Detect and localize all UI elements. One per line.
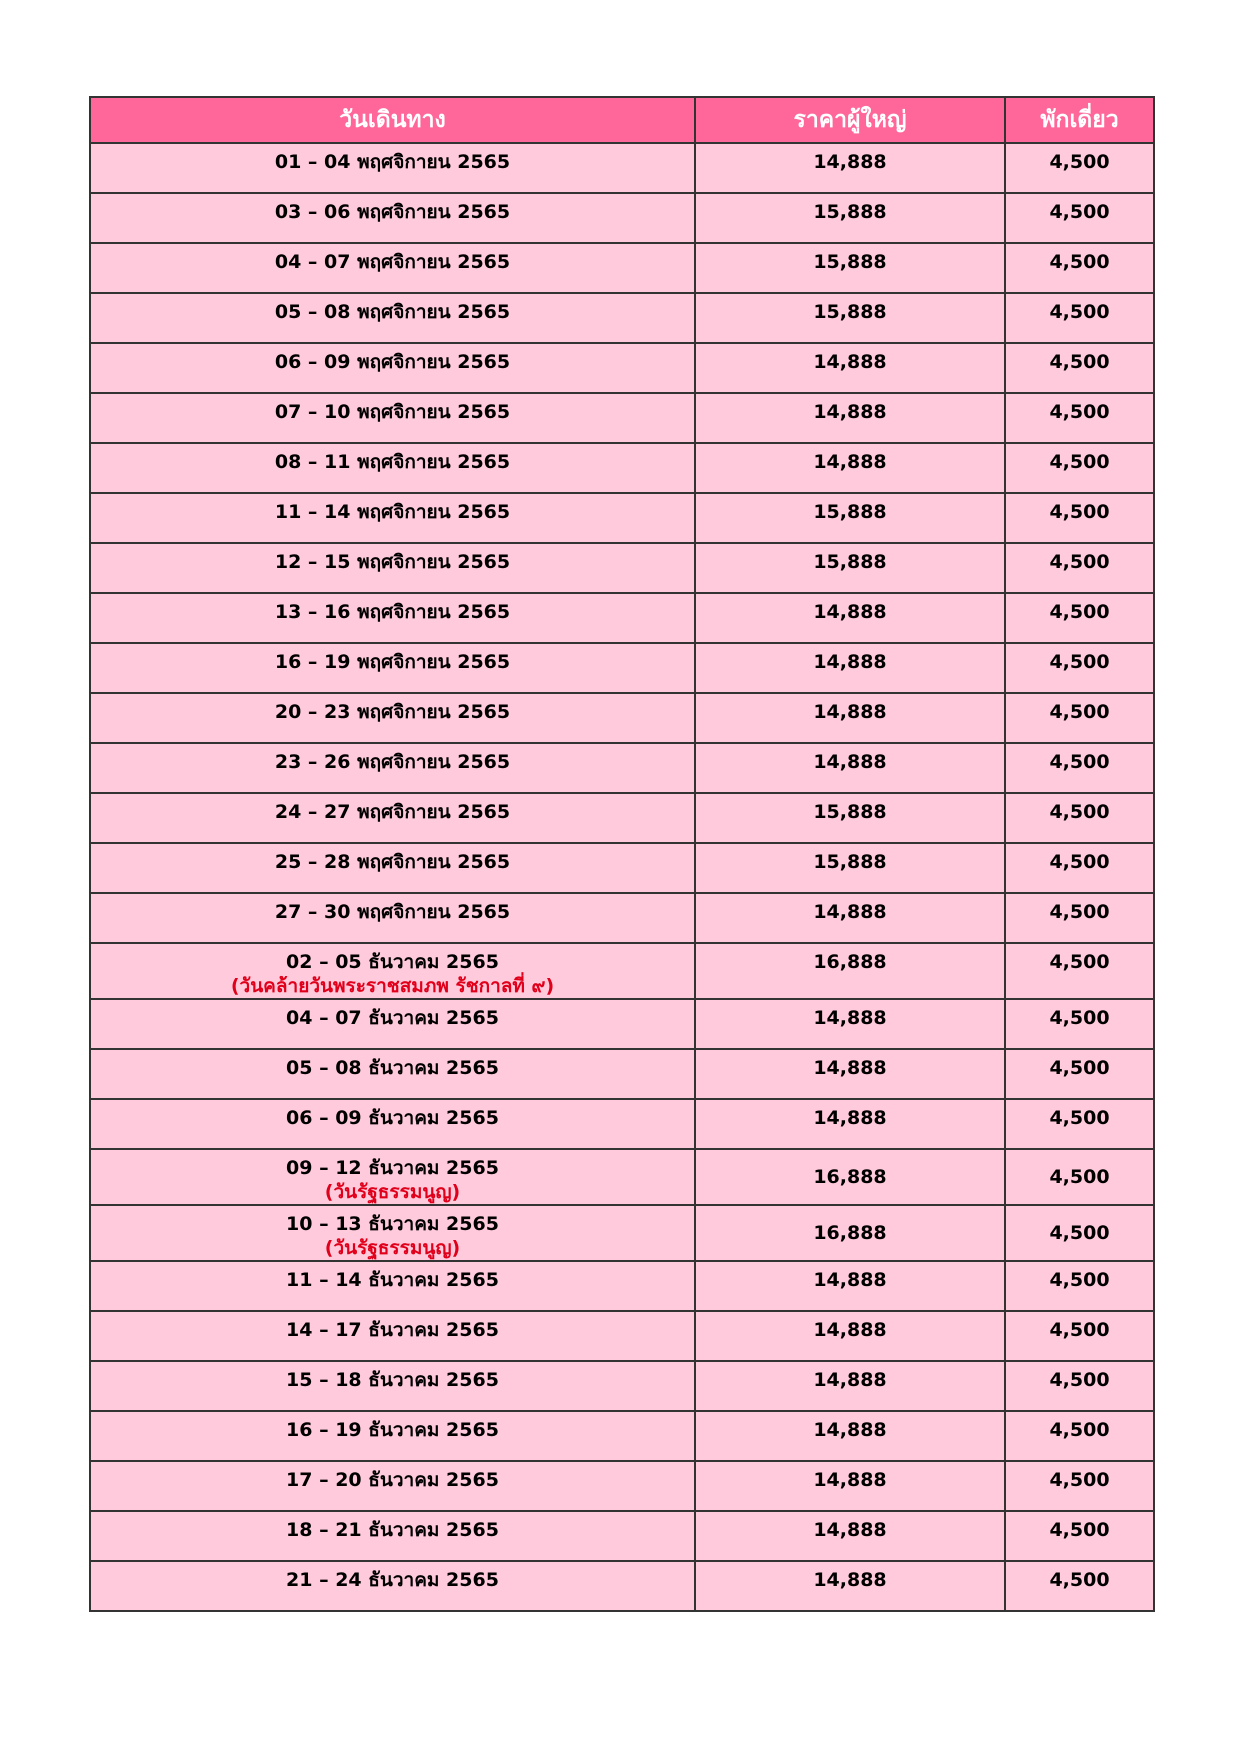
single-supplement-cell: 4,500 <box>1005 1411 1154 1461</box>
departure-date-cell <box>90 1049 695 1099</box>
table-row <box>90 793 1154 843</box>
departure-date-cell <box>90 1561 695 1611</box>
departure-date: 24 – 27 พฤศจิกายน 2565 <box>274 801 511 823</box>
table-row <box>90 193 1154 243</box>
single-supplement-cell: 4,500 <box>1005 1311 1154 1361</box>
departure-date: 04 – 07 ธันวาคม 2565 <box>286 1007 499 1029</box>
departure-date-cell <box>90 793 695 843</box>
departure-date: 25 – 28 พฤศจิกายน 2565 <box>274 851 511 873</box>
departure-date: 02 – 05 ธันวาคม 2565 <box>286 951 499 973</box>
adult-price-cell: 15,888 <box>695 293 1005 343</box>
table-row <box>90 1361 1154 1411</box>
departure-date-cell <box>90 1461 695 1511</box>
single-supplement-cell: 4,500 <box>1005 643 1154 693</box>
departure-date-cell <box>90 999 695 1049</box>
adult-price-cell: 16,888 <box>695 1149 1005 1205</box>
departure-date: 15 – 18 ธันวาคม 2565 <box>286 1369 499 1391</box>
adult-price-cell: 14,888 <box>695 1561 1005 1611</box>
adult-price-cell: 15,888 <box>695 793 1005 843</box>
single-supplement-cell: 4,500 <box>1005 743 1154 793</box>
departure-date: 17 – 20 ธันวาคม 2565 <box>286 1469 499 1491</box>
adult-price-cell: 14,888 <box>695 1361 1005 1411</box>
departure-date-cell <box>90 143 695 193</box>
adult-price-cell: 14,888 <box>695 593 1005 643</box>
table-row <box>90 1205 1154 1261</box>
adult-price-cell: 14,888 <box>695 1311 1005 1361</box>
single-supplement-cell: 4,500 <box>1005 343 1154 393</box>
adult-price-cell: 16,888 <box>695 1205 1005 1261</box>
departure-date: 27 – 30 พฤศจิกายน 2565 <box>274 901 511 923</box>
adult-price-cell: 16,888 <box>695 943 1005 999</box>
single-supplement-cell: 4,500 <box>1005 1511 1154 1561</box>
adult-price-cell: 14,888 <box>695 343 1005 393</box>
adult-price-cell: 14,888 <box>695 643 1005 693</box>
adult-price-cell: 15,888 <box>695 843 1005 893</box>
header-adult-price: ราคาผู้ใหญ่ <box>695 97 1005 143</box>
single-supplement-cell: 4,500 <box>1005 693 1154 743</box>
departure-date: 09 – 12 ธันวาคม 2565 <box>286 1157 499 1179</box>
header-single-supplement: พักเดี่ยว <box>1005 97 1154 143</box>
holiday-note: (วันคล้ายวันพระราชสมภพ รัชกาลที่ ๙) <box>230 975 555 997</box>
single-supplement-cell: 4,500 <box>1005 543 1154 593</box>
adult-price-cell: 14,888 <box>695 393 1005 443</box>
departure-date-cell <box>90 1411 695 1461</box>
departure-date: 06 – 09 ธันวาคม 2565 <box>286 1107 499 1129</box>
departure-date-cell <box>90 843 695 893</box>
table-row <box>90 593 1154 643</box>
adult-price-cell: 15,888 <box>695 193 1005 243</box>
departure-date: 16 – 19 ธันวาคม 2565 <box>286 1419 499 1441</box>
table-body <box>90 143 1154 1611</box>
departure-date-cell <box>90 893 695 943</box>
table-row <box>90 443 1154 493</box>
table-row <box>90 843 1154 893</box>
departure-date-cell <box>90 593 695 643</box>
departure-date-cell <box>90 1511 695 1561</box>
departure-date-cell <box>90 243 695 293</box>
departure-date-cell <box>90 1099 695 1149</box>
departure-date-cell <box>90 193 695 243</box>
departure-date: 08 – 11 พฤศจิกายน 2565 <box>274 451 511 473</box>
adult-price-cell: 14,888 <box>695 893 1005 943</box>
table-row <box>90 1561 1154 1611</box>
table-row <box>90 143 1154 193</box>
table-row <box>90 343 1154 393</box>
table-row <box>90 1099 1154 1149</box>
departure-date: 11 – 14 พฤศจิกายน 2565 <box>274 501 511 523</box>
table-row <box>90 1311 1154 1361</box>
single-supplement-cell: 4,500 <box>1005 243 1154 293</box>
single-supplement-cell: 4,500 <box>1005 443 1154 493</box>
departure-date: 13 – 16 พฤศจิกายน 2565 <box>274 601 511 623</box>
departure-date-cell <box>90 643 695 693</box>
table-row <box>90 493 1154 543</box>
table-row <box>90 1049 1154 1099</box>
single-supplement-cell: 4,500 <box>1005 1149 1154 1205</box>
table-row <box>90 893 1154 943</box>
departure-date-cell <box>90 1311 695 1361</box>
single-supplement-cell: 4,500 <box>1005 193 1154 243</box>
adult-price-cell: 14,888 <box>695 1099 1005 1149</box>
adult-price-cell: 14,888 <box>695 999 1005 1049</box>
departure-date: 03 – 06 พฤศจิกายน 2565 <box>274 201 511 223</box>
departure-date-cell <box>90 1205 695 1261</box>
departure-date: 12 – 15 พฤศจิกายน 2565 <box>274 551 511 573</box>
departure-date: 04 – 07 พฤศจิกายน 2565 <box>274 251 511 273</box>
table-row <box>90 1149 1154 1205</box>
departure-date: 05 – 08 ธันวาคม 2565 <box>286 1057 499 1079</box>
header-departure-date: วันเดินทาง <box>90 97 695 143</box>
departure-date: 18 – 21 ธันวาคม 2565 <box>286 1519 499 1541</box>
adult-price-cell: 15,888 <box>695 543 1005 593</box>
departure-date: 23 – 26 พฤศจิกายน 2565 <box>274 751 511 773</box>
single-supplement-cell: 4,500 <box>1005 999 1154 1049</box>
departure-date-cell <box>90 693 695 743</box>
departure-date-cell <box>90 543 695 593</box>
single-supplement-cell: 4,500 <box>1005 1261 1154 1311</box>
single-supplement-cell: 4,500 <box>1005 493 1154 543</box>
table-row <box>90 293 1154 343</box>
departure-date-cell <box>90 343 695 393</box>
adult-price-cell: 14,888 <box>695 1461 1005 1511</box>
adult-price-cell: 15,888 <box>695 243 1005 293</box>
single-supplement-cell: 4,500 <box>1005 393 1154 443</box>
adult-price-cell: 14,888 <box>695 693 1005 743</box>
departure-price-table <box>89 96 1155 1612</box>
adult-price-cell: 14,888 <box>695 1411 1005 1461</box>
table-row <box>90 393 1154 443</box>
table-row <box>90 1511 1154 1561</box>
departure-date-cell <box>90 443 695 493</box>
departure-date-cell <box>90 743 695 793</box>
departure-date: 10 – 13 ธันวาคม 2565 <box>286 1213 499 1235</box>
table-row <box>90 999 1154 1049</box>
departure-date: 01 – 04 พฤศจิกายน 2565 <box>274 151 511 173</box>
holiday-note: (วันรัฐธรรมนูญ) <box>324 1181 461 1203</box>
single-supplement-cell: 4,500 <box>1005 143 1154 193</box>
table-row <box>90 1411 1154 1461</box>
departure-date: 21 – 24 ธันวาคม 2565 <box>286 1569 499 1591</box>
table-row <box>90 693 1154 743</box>
table-row <box>90 943 1154 999</box>
departure-date: 14 – 17 ธันวาคม 2565 <box>286 1319 499 1341</box>
departure-date-cell <box>90 293 695 343</box>
adult-price-cell: 15,888 <box>695 493 1005 543</box>
table-header-row <box>90 97 1154 143</box>
single-supplement-cell: 4,500 <box>1005 1205 1154 1261</box>
adult-price-cell: 14,888 <box>695 1511 1005 1561</box>
departure-date-cell <box>90 1149 695 1205</box>
departure-date-cell <box>90 1261 695 1311</box>
single-supplement-cell: 4,500 <box>1005 1099 1154 1149</box>
adult-price-cell: 14,888 <box>695 743 1005 793</box>
holiday-note: (วันรัฐธรรมนูญ) <box>324 1237 461 1259</box>
departure-date-cell <box>90 1361 695 1411</box>
adult-price-cell: 14,888 <box>695 143 1005 193</box>
adult-price-cell: 14,888 <box>695 443 1005 493</box>
single-supplement-cell: 4,500 <box>1005 1361 1154 1411</box>
adult-price-cell: 14,888 <box>695 1261 1005 1311</box>
single-supplement-cell: 4,500 <box>1005 943 1154 999</box>
departure-date-cell <box>90 943 695 999</box>
departure-date: 06 – 09 พฤศจิกายน 2565 <box>274 351 511 373</box>
single-supplement-cell: 4,500 <box>1005 293 1154 343</box>
departure-date-cell <box>90 393 695 443</box>
single-supplement-cell: 4,500 <box>1005 593 1154 643</box>
single-supplement-cell: 4,500 <box>1005 793 1154 843</box>
single-supplement-cell: 4,500 <box>1005 1461 1154 1511</box>
table-row <box>90 1461 1154 1511</box>
table-row <box>90 643 1154 693</box>
departure-date: 20 – 23 พฤศจิกายน 2565 <box>274 701 511 723</box>
single-supplement-cell: 4,500 <box>1005 1049 1154 1099</box>
departure-date: 05 – 08 พฤศจิกายน 2565 <box>274 301 511 323</box>
departure-date: 16 – 19 พฤศจิกายน 2565 <box>274 651 511 673</box>
single-supplement-cell: 4,500 <box>1005 843 1154 893</box>
departure-date-cell <box>90 493 695 543</box>
table-row <box>90 243 1154 293</box>
table-row <box>90 543 1154 593</box>
departure-date: 11 – 14 ธันวาคม 2565 <box>286 1269 499 1291</box>
table-row <box>90 743 1154 793</box>
departure-date: 07 – 10 พฤศจิกายน 2565 <box>274 401 511 423</box>
adult-price-cell: 14,888 <box>695 1049 1005 1099</box>
table-row <box>90 1261 1154 1311</box>
single-supplement-cell: 4,500 <box>1005 893 1154 943</box>
single-supplement-cell: 4,500 <box>1005 1561 1154 1611</box>
